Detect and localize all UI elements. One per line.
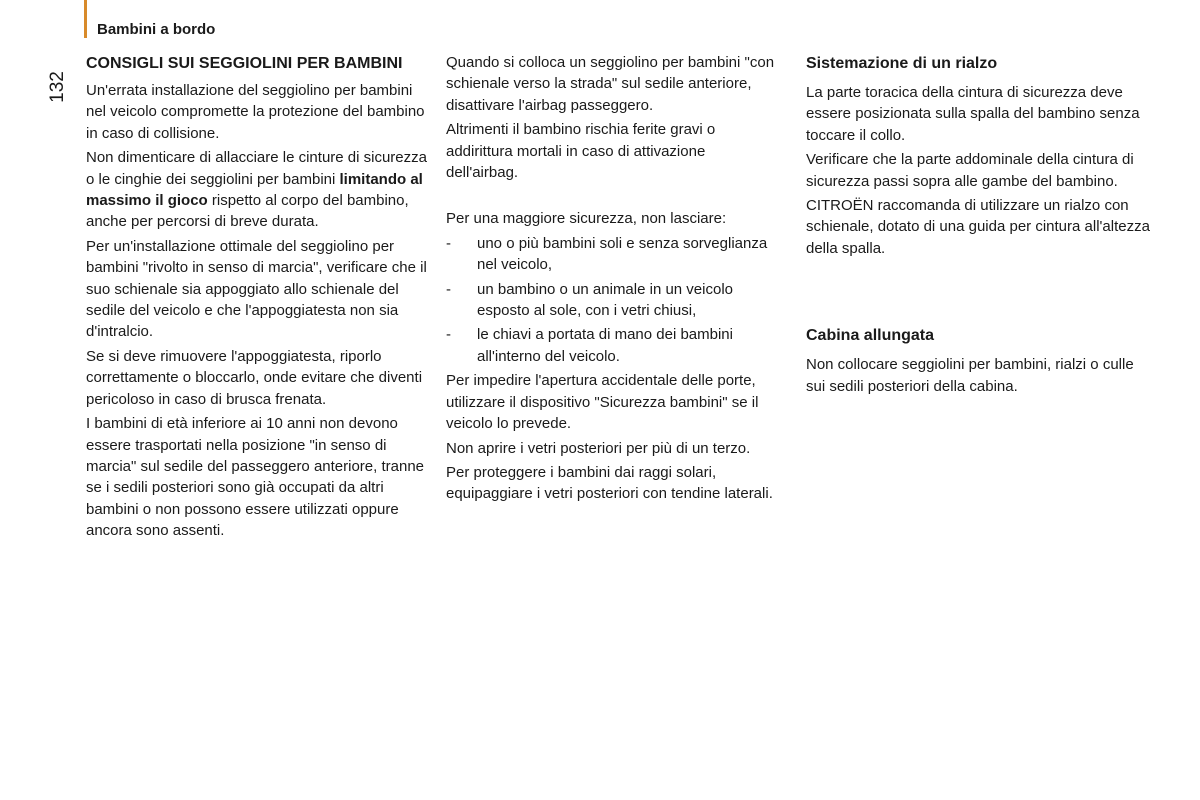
paragraph: Verificare che la parte addominale della cintura di sicurezza passi sopra alle gambe del bambino. xyxy=(806,151,1134,190)
paragraph: Quando si colloca un seggiolino per bambini "con schienale verso la strada" sul sedile anteriore, disattivare l'airbag passeggero. xyxy=(446,54,775,114)
section-accent-bar xyxy=(84,0,87,38)
page-number: 132 xyxy=(47,71,68,103)
paragraph: Per proteggere i bambini dai raggi solari, equipaggiare i vetri posteriori con tendine laterali. xyxy=(446,463,773,503)
column-2 xyxy=(446,52,781,508)
heading-rialzo: Sistemazione di un rialzo xyxy=(806,55,998,72)
text-run: Non dimenticare di allacciare le cinture di sicurezza o le cinghie dei seggiolini per bambini xyxy=(86,149,427,188)
paragraph: La parte toracica della cintura di sicurezza deve essere posizionata sulla spalla del bambino senza toccare il collo. xyxy=(806,84,1140,144)
section-title: Bambini a bordo xyxy=(97,21,216,38)
text-run: rispetto al corpo del bambino, anche per percorsi di breve durata. xyxy=(86,192,409,231)
paragraph: Non aprire i vetri posteriori per più di un terzo. xyxy=(446,439,751,457)
warning-list xyxy=(446,233,781,367)
list-item: - le chiavi a portata di mano dei bambini all'interno del veicolo. xyxy=(446,324,781,367)
paragraph: I bambini di età inferiore ai 10 anni non devono essere trasportati nella posizione "in senso di marcia" sul sedile del passeggero anteriore, tranne se i sedili posteriori sono già occupati da altri bambini o non possono essere utilizzati oppure ancora sono assenti. xyxy=(86,415,425,540)
heading-consigli: CONSIGLI SUI SEGGIOLINI PER BAMBINI xyxy=(86,55,403,72)
heading-cabina: Cabina allungata xyxy=(806,327,935,345)
paragraph: Se si deve rimuovere l'appoggiatesta, riporlo correttamente o bloccarlo, onde evitare che diventi pericoloso in caso di brusca frenata. xyxy=(86,347,423,408)
column-1 xyxy=(86,52,431,545)
bold-text: limitando al massimo il gioco xyxy=(86,170,423,210)
paragraph: Non collocare seggiolini per bambini, rialzi o culle sui sedili posteriori della cabina. xyxy=(806,356,1134,395)
paragraph: CITROËN raccomanda di utilizzare un rialzo con schienale, dotato di una guida per cintura all'altezza della spalla. xyxy=(806,197,1150,257)
paragraph: Per impedire l'apertura accidentale delle porte, utilizzare il dispositivo "Sicurezza bambini" se il veicolo lo prevede. xyxy=(446,372,759,433)
list-item: - un bambino o un animale in un veicolo esposto al sole, con i vetri chiusi, xyxy=(446,279,781,322)
list-item: - uno o più bambini soli e senza sorveglianza nel veicolo, xyxy=(446,233,781,276)
paragraph: Per una maggiore sicurezza, non lasciare: xyxy=(446,210,727,228)
paragraph: Per un'installazione ottimale del seggiolino per bambini "rivolto in senso di marcia", verificare che il suo schienale sia appoggiato allo schienale del sedile del veicolo e che l'appoggiatesta non sia d'intralcio. xyxy=(86,237,427,341)
paragraph: Altrimenti il bambino rischia ferite gravi o addirittura mortali in caso di attivazione dell'airbag. xyxy=(446,121,716,182)
paragraph: Un'errata installazione del seggiolino per bambini nel veicolo compromette la protezione del bambino in caso di collisione. xyxy=(86,82,425,142)
column-3 xyxy=(806,52,1151,400)
paragraph-cinture xyxy=(86,147,431,233)
